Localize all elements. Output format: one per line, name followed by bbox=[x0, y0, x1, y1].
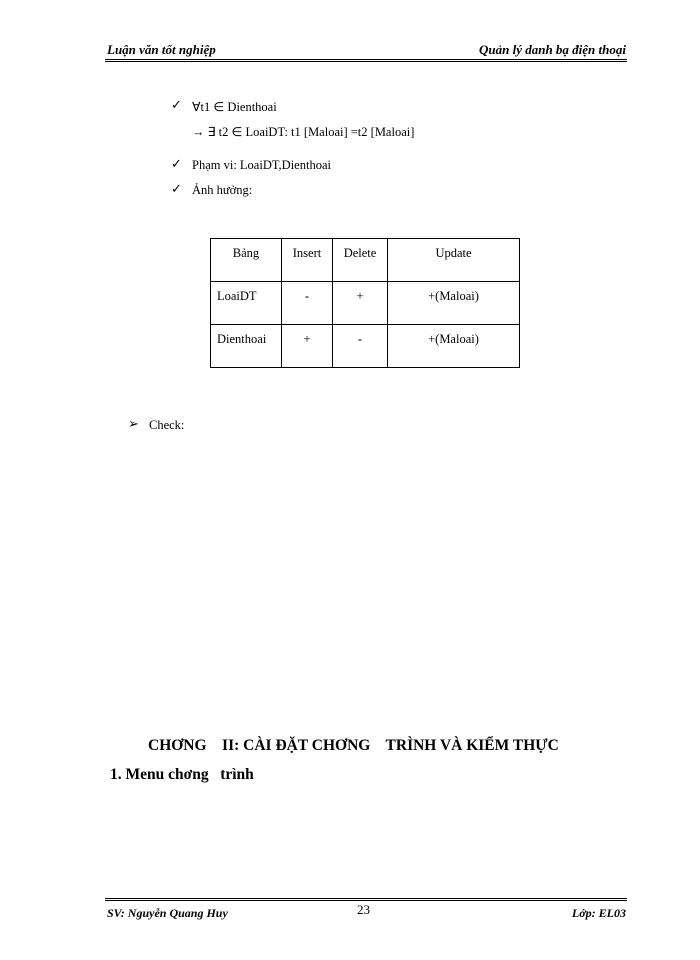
table-header: Bảng bbox=[211, 239, 282, 282]
table-cell: + bbox=[282, 325, 333, 368]
effect-table bbox=[210, 238, 520, 368]
table-row bbox=[211, 282, 520, 325]
section-title: 1. Menu chơng trình bbox=[110, 766, 254, 783]
footer-rule-double bbox=[105, 900, 627, 901]
constraint-scope: Phạm vi: LoaiDT,Dienthoai bbox=[192, 158, 331, 172]
header-left: Luận văn tốt nghiệp bbox=[107, 42, 216, 57]
table-cell: +(Maloai) bbox=[388, 325, 520, 368]
footer-right: Lớp: EL03 bbox=[571, 906, 626, 920]
constraint-line1: ∀t1 ∈ Dienthoai bbox=[192, 100, 277, 114]
page-number: 23 bbox=[357, 902, 370, 917]
constraint-line2: → ∃ t2 ∈ LoaiDT: t1 [Maloai] =t2 [Maloai] bbox=[192, 125, 415, 139]
checkmark-icon: ✓ bbox=[171, 181, 182, 196]
chapter-title: CHƠNG II: CÀI ĐẶT CHƠNG TRÌNH VÀ KIỂM THỰC bbox=[148, 737, 559, 754]
header-right: Quản lý danh bạ điện thoại bbox=[478, 42, 626, 57]
header-rule-double bbox=[105, 61, 627, 62]
constraint-effect: Ảnh hưởng: bbox=[192, 183, 253, 197]
table-cell: +(Maloai) bbox=[388, 282, 520, 325]
table-cell: - bbox=[282, 282, 333, 325]
table-cell: LoaiDT bbox=[211, 282, 282, 325]
table-cell: - bbox=[333, 325, 388, 368]
checkmark-icon: ✓ bbox=[171, 156, 182, 171]
table-header-row bbox=[211, 239, 520, 282]
table-header: Insert bbox=[282, 239, 333, 282]
footer-rule bbox=[105, 898, 627, 899]
table-cell: + bbox=[333, 282, 388, 325]
table-header: Update bbox=[388, 239, 520, 282]
table-cell: Dienthoai bbox=[211, 325, 282, 368]
footer-left: SV: Nguyễn Quang Huy bbox=[107, 906, 228, 920]
header-rule bbox=[105, 59, 627, 60]
table-row bbox=[211, 325, 520, 368]
table-header: Delete bbox=[333, 239, 388, 282]
arrow-bullet-icon: ➢ bbox=[128, 416, 139, 431]
check-label: Check: bbox=[149, 418, 185, 432]
checkmark-icon: ✓ bbox=[171, 97, 182, 112]
